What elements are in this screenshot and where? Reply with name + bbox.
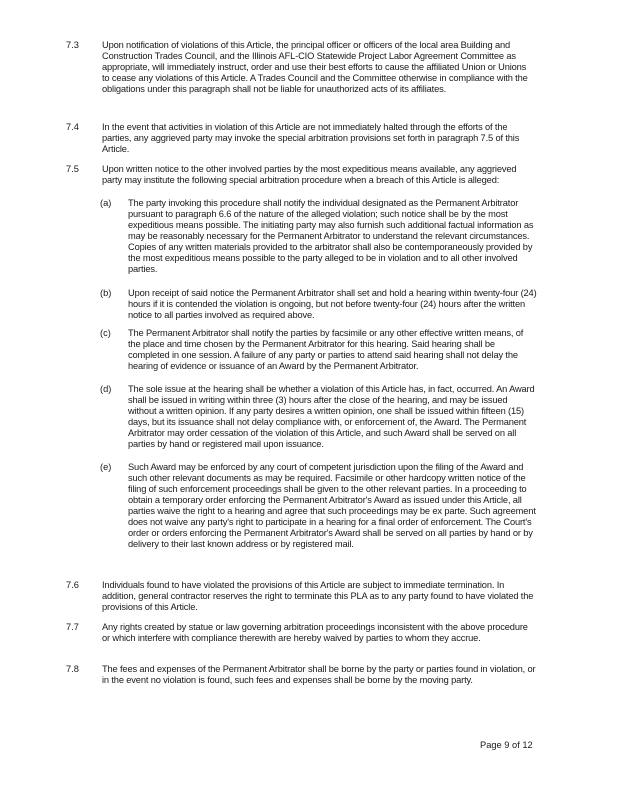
subsection-text: The party invoking this procedure shall notify the individual designated as the Permanent Arbitrator pursuant to paragraph 6.6 of the nature of the alleged violation; such notice shall be by the most expeditious means possible. The initiating party may also furnish such additional factual information as may be reasonably necessary for the Permanent Arbitrator to understand the relevant circumstances. Copies of any written materials provided to the arbitrator shall also be contemporaneously provided by the most expeditious means possible to the party alleged to be in violation and to all other involved parties.	[128, 198, 534, 274]
section-number: 7.8	[66, 664, 79, 674]
section-number: 7.3	[66, 40, 79, 50]
section-text: Individuals found to have violated the provisions of this Article are subject to immediate termination. In addition, general contractor reserves the right to terminate this PLA as to any party found to have violated the provisions of this Article.	[102, 580, 534, 612]
subsection-label: (b)	[100, 288, 112, 298]
subsection-text: The sole issue at the hearing shall be whether a violation of this Article has, in fact, occurred. An Award shall be issued in writing within three (3) hours after the close of the hearing, and may be issued without a written opinion. If any party desires a written opinion, one shall be issued within fifteen (15) days, but its issuance shall not delay compliance with, or enforcement of, the Award. The Permanent Arbitrator may order cessation of the violation of this Article, and such Award shall be served on all parties by hand or registered mail upon issuance.	[128, 384, 535, 449]
section-text: Upon notification of violations of this Article, the principal officer or officers of the local area Building and Construction Trades Council, and the Illinois AFL-CIO Statewide Project Labor Agreement Committee as appropriate, will immediately instruct, order and use their best efforts to cause the affiliated Union or Unions to cease any violations of this Article. A Trades Council and the Committee otherwise in compliance with the obligations under this paragraph shall not be liable for unauthorized acts of its affiliates.	[102, 40, 528, 94]
subsection-text: The Permanent Arbitrator shall notify the parties by facsimile or any other effective written means, of the place and time chosen by the Permanent Arbitrator for this hearing. Said hearing shall be completed in one session. A failure of any party or parties to attend said hearing shall not delay the hearing of evidence or issuance of an Award by the Permanent Arbitrator.	[128, 328, 524, 371]
subsection-text: Upon receipt of said notice the Permanent Arbitrator shall set and hold a hearing within twenty-four (24) hours if it is contended the violation is ongoing, but not before twenty-four (24) hours after the written notice to all parties involved as required above.	[128, 288, 537, 320]
section-number: 7.6	[66, 580, 79, 590]
section-number: 7.5	[66, 164, 79, 174]
section-text: Upon written notice to the other involved parties by the most expeditious means available, any aggrieved party may institute the following special arbitration procedure when a breach of this Article is alleged:	[102, 164, 517, 185]
section-text: Any rights created by statue or law governing arbitration proceedings inconsistent with the above procedure or which interfere with compliance therewith are hereby waived by parties to whom they accrue.	[102, 622, 528, 643]
page-number: Page 9 of 12	[480, 740, 533, 750]
section-text: In the event that activities in violation of this Article are not immediately halted through the efforts of the parties, any aggrieved party may invoke the special arbitration provisions set forth in paragraph 7.5 of this Article.	[102, 122, 520, 154]
subsection-text: Such Award may be enforced by any court of competent jurisdiction upon the filing of the Award and such other relevant documents as may be required. Facsimile or other hardcopy written notice of the filing of such enforcement proceedings shall be given to the other relevant parties. In a proceeding to obtain a temporary order enforcing the Permanent Arbitrator's Award as issued under this Article, all parties waive the right to a hearing and agree that such proceedings may be ex parte. Such agreement does not waive any party's right to participate in a hearing for a final order of enforcement. The Court's order or orders enforcing the Permanent Arbitrator's Award shall be served on all parties by hand or by delivery to their last known address or by registered mail.	[128, 462, 536, 549]
subsection-label: (d)	[100, 384, 112, 394]
subsection-label: (a)	[100, 198, 112, 208]
section-number: 7.7	[66, 622, 79, 632]
section-text: The fees and expenses of the Permanent Arbitrator shall be borne by the party or parties found in violation, or in the event no violation is found, such fees and expenses shall be borne by the moving party.	[102, 664, 536, 685]
subsection-label: (c)	[100, 328, 111, 338]
subsection-label: (e)	[100, 462, 112, 472]
section-number: 7.4	[66, 122, 79, 132]
